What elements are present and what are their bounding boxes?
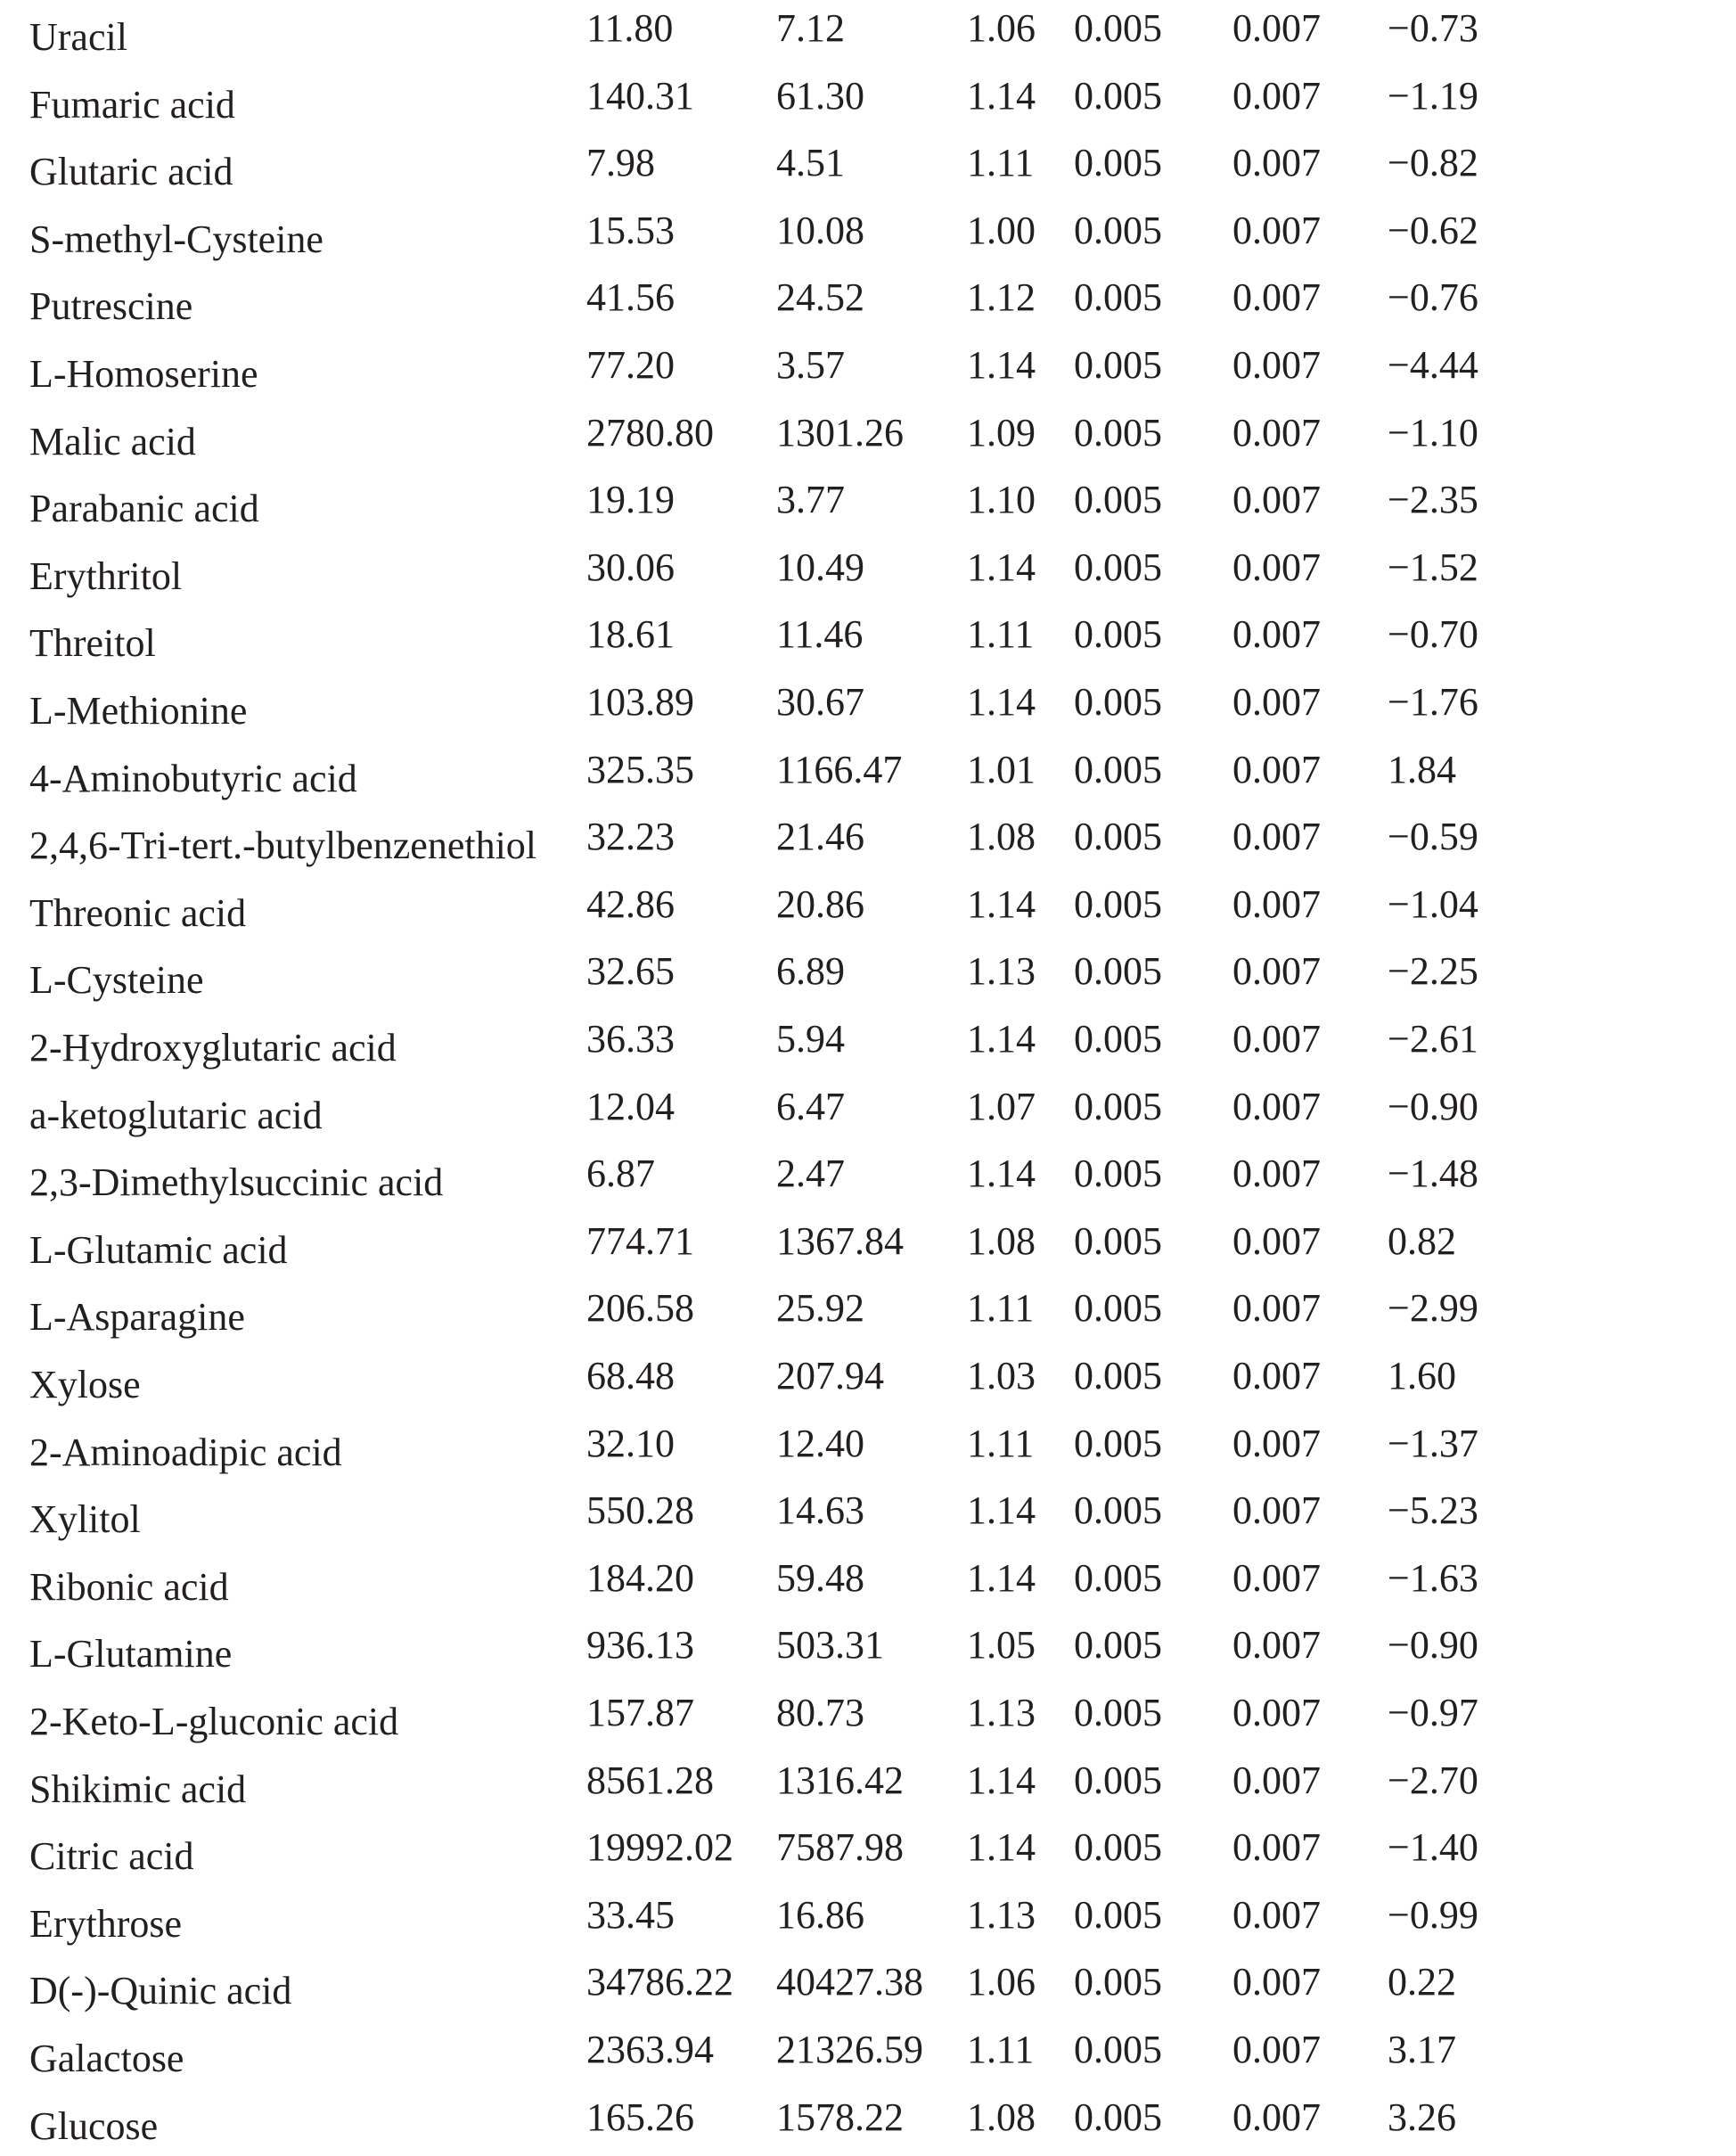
value-col-5: 0.007 — [1232, 1758, 1321, 1802]
table-row — [0, 1280, 1736, 1348]
value-col-2: 61.30 — [776, 73, 864, 118]
value-col-2: 16.86 — [776, 1892, 864, 1937]
value-col-3: 1.11 — [967, 612, 1035, 657]
value-col-6: −2.61 — [1388, 1017, 1478, 1061]
value-col-5: 0.007 — [1232, 1017, 1321, 1061]
value-col-2: 10.08 — [776, 208, 864, 252]
metabolite-name: 2,3-Dimethylsuccinic acid — [29, 1160, 444, 1205]
value-col-5: 0.007 — [1232, 1354, 1321, 1398]
value-col-3: 1.14 — [967, 680, 1036, 724]
metabolite-name: Shikimic acid — [29, 1767, 247, 1811]
value-col-6: −1.40 — [1388, 1825, 1478, 1870]
value-col-5: 0.007 — [1232, 815, 1321, 859]
value-col-5: 0.007 — [1232, 881, 1321, 926]
value-col-5: 0.007 — [1232, 478, 1321, 522]
table-row — [0, 1348, 1736, 1415]
value-col-3: 1.09 — [967, 410, 1036, 455]
table-row — [0, 471, 1736, 539]
table-row — [0, 2021, 1736, 2089]
value-col-6: −2.70 — [1388, 1758, 1478, 1802]
metabolite-name: Putrescine — [29, 284, 193, 329]
value-col-4: 0.005 — [1074, 1758, 1162, 1802]
value-col-6: 3.26 — [1388, 2095, 1456, 2139]
value-col-4: 0.005 — [1074, 1960, 1162, 2004]
value-col-2: 207.94 — [776, 1354, 884, 1398]
value-col-3: 1.03 — [967, 1354, 1036, 1398]
value-col-3: 1.12 — [967, 275, 1036, 320]
value-col-4: 0.005 — [1074, 1555, 1162, 1600]
table-row — [0, 674, 1736, 742]
metabolite-name: L-Cysteine — [29, 958, 204, 1003]
value-col-1: 550.28 — [586, 1488, 694, 1533]
value-col-4: 0.005 — [1074, 1152, 1162, 1196]
table-row — [0, 0, 1736, 68]
value-col-6: −0.76 — [1388, 275, 1478, 320]
value-col-1: 19.19 — [586, 478, 675, 522]
value-col-1: 157.87 — [586, 1691, 694, 1734]
value-col-3: 1.08 — [967, 1218, 1036, 1263]
table-row — [0, 943, 1736, 1011]
value-col-2: 3.77 — [776, 478, 845, 522]
value-col-2: 1166.47 — [776, 747, 903, 791]
value-col-2: 59.48 — [776, 1555, 864, 1600]
value-col-5: 0.007 — [1232, 2028, 1321, 2071]
value-col-1: 77.20 — [586, 343, 675, 387]
value-col-6: −1.52 — [1388, 545, 1478, 589]
value-col-2: 1578.22 — [776, 2095, 904, 2139]
value-col-5: 0.007 — [1232, 1825, 1321, 1870]
metabolite-name: Uracil — [29, 15, 127, 59]
value-col-5: 0.007 — [1232, 1152, 1321, 1196]
metabolite-name: Ribonic acid — [29, 1564, 229, 1609]
value-col-2: 3.57 — [776, 343, 845, 387]
value-col-6: −0.70 — [1388, 612, 1478, 657]
value-col-2: 24.52 — [776, 275, 864, 320]
value-col-6: −1.10 — [1388, 410, 1478, 455]
value-col-3: 1.14 — [967, 1152, 1036, 1196]
metabolite-name: 2-Hydroxyglutaric acid — [29, 1026, 397, 1070]
metabolite-name: L-Glutamine — [29, 1632, 233, 1676]
value-col-5: 0.007 — [1232, 1960, 1321, 2004]
table-row — [0, 539, 1736, 607]
value-col-5: 0.007 — [1232, 747, 1321, 791]
value-col-1: 140.31 — [586, 73, 694, 118]
value-col-4: 0.005 — [1074, 545, 1162, 589]
metabolite-name: Parabanic acid — [29, 487, 259, 531]
value-col-1: 2363.94 — [586, 2028, 714, 2071]
metabolite-name: D(-)-Quinic acid — [29, 1969, 292, 2013]
value-col-6: −0.62 — [1388, 208, 1478, 252]
value-col-5: 0.007 — [1232, 949, 1321, 994]
value-col-3: 1.11 — [967, 1286, 1035, 1331]
value-col-4: 0.005 — [1074, 410, 1162, 455]
value-col-1: 32.10 — [586, 1421, 675, 1465]
metabolite-name: Citric acid — [29, 1834, 194, 1879]
value-col-4: 0.005 — [1074, 1421, 1162, 1465]
value-col-3: 1.07 — [967, 1084, 1036, 1128]
value-col-4: 0.005 — [1074, 1691, 1162, 1734]
value-col-5: 0.007 — [1232, 73, 1321, 118]
metabolite-name: 2-Keto-L-gluconic acid — [29, 1700, 399, 1743]
value-col-3: 1.06 — [967, 6, 1036, 50]
metabolite-name: L-Methionine — [29, 689, 248, 733]
value-col-2: 14.63 — [776, 1488, 864, 1533]
value-col-1: 8561.28 — [586, 1758, 714, 1802]
value-col-1: 7.98 — [586, 141, 655, 185]
value-col-3: 1.14 — [967, 1758, 1036, 1802]
value-col-3: 1.08 — [967, 815, 1036, 859]
value-col-5: 0.007 — [1232, 6, 1321, 50]
value-col-2: 40427.38 — [776, 1960, 923, 2004]
value-col-2: 5.94 — [776, 1017, 845, 1061]
value-col-4: 0.005 — [1074, 1825, 1162, 1870]
metabolite-name: Galactose — [29, 2037, 184, 2080]
metabolite-name: L-Glutamic acid — [29, 1227, 288, 1272]
metabolite-name: 2,4,6-Tri-tert.-butylbenzenethiol — [29, 824, 537, 868]
value-col-4: 0.005 — [1074, 1017, 1162, 1061]
value-col-4: 0.005 — [1074, 2028, 1162, 2071]
table-row — [0, 1078, 1736, 1146]
value-col-5: 0.007 — [1232, 343, 1321, 387]
metabolite-name: L-Homoserine — [29, 352, 258, 396]
table-row — [0, 135, 1736, 202]
table-row — [0, 2089, 1736, 2156]
value-col-4: 0.005 — [1074, 1354, 1162, 1398]
value-col-2: 7.12 — [776, 6, 845, 50]
value-col-5: 0.007 — [1232, 1084, 1321, 1128]
value-col-4: 0.005 — [1074, 73, 1162, 118]
table-row — [0, 68, 1736, 135]
value-col-5: 0.007 — [1232, 1555, 1321, 1600]
value-col-6: −1.48 — [1388, 1152, 1478, 1196]
value-col-6: −0.82 — [1388, 141, 1478, 185]
value-col-4: 0.005 — [1074, 1084, 1162, 1128]
value-col-1: 68.48 — [586, 1354, 675, 1398]
value-col-1: 42.86 — [586, 881, 675, 926]
value-col-1: 11.80 — [586, 6, 674, 50]
metabolite-name: Threitol — [29, 621, 156, 666]
value-col-1: 774.71 — [586, 1218, 694, 1263]
value-col-2: 12.40 — [776, 1421, 864, 1465]
value-col-6: −1.76 — [1388, 680, 1478, 724]
metabolite-name: Xylitol — [29, 1497, 141, 1542]
value-col-1: 18.61 — [586, 612, 675, 657]
value-col-1: 34786.22 — [586, 1960, 733, 2004]
table-row — [0, 1011, 1736, 1078]
value-col-4: 0.005 — [1074, 747, 1162, 791]
value-col-3: 1.11 — [967, 1421, 1035, 1465]
value-col-4: 0.005 — [1074, 949, 1162, 994]
value-col-1: 165.26 — [586, 2095, 694, 2139]
value-col-2: 30.67 — [776, 680, 864, 724]
value-col-5: 0.007 — [1232, 1892, 1321, 1937]
value-col-1: 33.45 — [586, 1892, 675, 1937]
value-col-3: 1.13 — [967, 1691, 1036, 1734]
metabolite-name: L-Asparagine — [29, 1295, 245, 1340]
value-col-6: −5.23 — [1388, 1488, 1478, 1533]
table-row — [0, 1819, 1736, 1887]
table-row — [0, 202, 1736, 270]
value-col-6: −0.99 — [1388, 1892, 1478, 1937]
value-col-5: 0.007 — [1232, 1691, 1321, 1734]
table-row — [0, 1887, 1736, 1955]
value-col-1: 32.23 — [586, 815, 675, 859]
value-col-1: 936.13 — [586, 1623, 694, 1668]
value-col-2: 4.51 — [776, 141, 845, 185]
value-col-6: −0.73 — [1388, 6, 1478, 50]
value-col-4: 0.005 — [1074, 208, 1162, 252]
value-col-6: −1.63 — [1388, 1555, 1478, 1600]
value-col-3: 1.05 — [967, 1623, 1036, 1668]
value-col-5: 0.007 — [1232, 1623, 1321, 1668]
value-col-3: 1.14 — [967, 881, 1036, 926]
value-col-4: 0.005 — [1074, 1892, 1162, 1937]
value-col-4: 0.005 — [1074, 815, 1162, 859]
metabolite-name: Glucose — [29, 2103, 159, 2148]
value-col-2: 21326.59 — [776, 2028, 923, 2071]
value-col-3: 1.14 — [967, 545, 1036, 589]
value-col-6: −1.37 — [1388, 1421, 1478, 1465]
metabolite-name: Threonic acid — [29, 890, 247, 935]
value-col-3: 1.14 — [967, 1488, 1036, 1533]
value-col-2: 80.73 — [776, 1691, 864, 1734]
value-col-6: −0.90 — [1388, 1084, 1478, 1128]
metabolite-name: Erythrose — [29, 1901, 183, 1946]
metabolite-name: Malic acid — [29, 419, 196, 463]
metabolite-name: Glutaric acid — [29, 150, 233, 194]
value-col-3: 1.13 — [967, 949, 1036, 994]
value-col-5: 0.007 — [1232, 410, 1321, 455]
value-col-5: 0.007 — [1232, 275, 1321, 320]
value-col-6: −0.97 — [1388, 1691, 1478, 1734]
value-col-3: 1.14 — [967, 1017, 1036, 1061]
value-col-1: 184.20 — [586, 1555, 694, 1600]
value-col-1: 12.04 — [586, 1084, 675, 1128]
value-col-1: 32.65 — [586, 949, 675, 994]
value-col-1: 103.89 — [586, 680, 694, 724]
value-col-2: 6.89 — [776, 949, 845, 994]
value-col-2: 7587.98 — [776, 1825, 904, 1870]
table-row — [0, 269, 1736, 337]
value-col-4: 0.005 — [1074, 1623, 1162, 1668]
table-row — [0, 1550, 1736, 1618]
metabolite-name: Xylose — [29, 1363, 141, 1406]
value-col-3: 1.10 — [967, 478, 1036, 522]
table-row — [0, 876, 1736, 944]
value-col-2: 10.49 — [776, 545, 864, 589]
value-col-6: 3.17 — [1388, 2028, 1456, 2071]
value-col-3: 1.06 — [967, 1960, 1036, 2004]
value-col-5: 0.007 — [1232, 1488, 1321, 1533]
value-col-4: 0.005 — [1074, 2095, 1162, 2139]
value-col-5: 0.007 — [1232, 208, 1321, 252]
value-col-3: 1.11 — [967, 2028, 1035, 2071]
value-col-1: 206.58 — [586, 1286, 694, 1331]
table-row — [0, 337, 1736, 405]
value-col-2: 11.46 — [776, 612, 864, 657]
value-col-3: 1.01 — [967, 747, 1036, 791]
value-col-4: 0.005 — [1074, 612, 1162, 657]
value-col-3: 1.11 — [967, 141, 1035, 185]
value-col-2: 503.31 — [776, 1623, 884, 1668]
value-col-6: −1.19 — [1388, 73, 1478, 118]
value-col-2: 21.46 — [776, 815, 864, 859]
value-col-2: 1367.84 — [776, 1218, 904, 1263]
table-row — [0, 606, 1736, 674]
table-row — [0, 1145, 1736, 1213]
value-col-5: 0.007 — [1232, 141, 1321, 185]
value-col-4: 0.005 — [1074, 343, 1162, 387]
value-col-4: 0.005 — [1074, 1286, 1162, 1331]
value-col-6: −1.04 — [1388, 881, 1478, 926]
value-col-1: 325.35 — [586, 747, 694, 791]
value-col-6: 1.84 — [1388, 747, 1456, 791]
value-col-5: 0.007 — [1232, 1286, 1321, 1331]
value-col-5: 0.007 — [1232, 545, 1321, 589]
value-col-1: 19992.02 — [586, 1825, 733, 1870]
value-col-6: −2.35 — [1388, 478, 1478, 522]
value-col-4: 0.005 — [1074, 680, 1162, 724]
table-row — [0, 1415, 1736, 1483]
value-col-3: 1.14 — [967, 1825, 1036, 1870]
metabolite-name: 2-Aminoadipic acid — [29, 1430, 342, 1474]
value-col-1: 15.53 — [586, 208, 675, 252]
table-row — [0, 1617, 1736, 1685]
value-col-1: 6.87 — [586, 1152, 655, 1196]
value-col-1: 36.33 — [586, 1017, 675, 1061]
value-col-6: 0.82 — [1388, 1218, 1456, 1263]
value-col-3: 1.14 — [967, 73, 1036, 118]
value-col-6: −2.25 — [1388, 949, 1478, 994]
value-col-4: 0.005 — [1074, 1488, 1162, 1533]
value-col-4: 0.005 — [1074, 275, 1162, 320]
table-row — [0, 1752, 1736, 1820]
table-row — [0, 1685, 1736, 1752]
value-col-2: 2.47 — [776, 1152, 845, 1196]
value-col-5: 0.007 — [1232, 680, 1321, 724]
value-col-6: −0.59 — [1388, 815, 1478, 859]
value-col-2: 25.92 — [776, 1286, 864, 1331]
value-col-2: 6.47 — [776, 1084, 845, 1128]
value-col-6: 0.22 — [1388, 1960, 1456, 2004]
value-col-1: 41.56 — [586, 275, 675, 320]
value-col-2: 1316.42 — [776, 1758, 904, 1802]
metabolite-name: a-ketoglutaric acid — [29, 1093, 323, 1137]
table-row — [0, 405, 1736, 472]
value-col-3: 1.08 — [967, 2095, 1036, 2139]
table-row — [0, 1482, 1736, 1550]
value-col-5: 0.007 — [1232, 1218, 1321, 1263]
metabolite-name: S-methyl-Cysteine — [29, 217, 323, 261]
table-row — [0, 808, 1736, 876]
value-col-4: 0.005 — [1074, 6, 1162, 50]
value-col-6: −4.44 — [1388, 343, 1478, 387]
metabolite-name: Erythritol — [29, 553, 183, 598]
value-col-3: 1.14 — [967, 343, 1036, 387]
value-col-4: 0.005 — [1074, 478, 1162, 522]
value-col-3: 1.14 — [967, 1555, 1036, 1600]
value-col-3: 1.00 — [967, 208, 1036, 252]
table-row — [0, 1213, 1736, 1281]
value-col-2: 1301.26 — [776, 410, 904, 455]
value-col-5: 0.007 — [1232, 612, 1321, 657]
value-col-6: −2.99 — [1388, 1286, 1478, 1331]
value-col-6: −0.90 — [1388, 1623, 1478, 1668]
value-col-5: 0.007 — [1232, 2095, 1321, 2139]
value-col-3: 1.13 — [967, 1892, 1036, 1937]
value-col-2: 20.86 — [776, 881, 864, 926]
table-row — [0, 1954, 1736, 2021]
value-col-4: 0.005 — [1074, 881, 1162, 926]
value-col-4: 0.005 — [1074, 141, 1162, 185]
metabolite-name: 4-Aminobutyric acid — [29, 756, 357, 800]
table-row — [0, 742, 1736, 809]
value-col-1: 30.06 — [586, 545, 675, 589]
value-col-6: 1.60 — [1388, 1354, 1456, 1398]
value-col-1: 2780.80 — [586, 410, 714, 455]
metabolite-name: Fumaric acid — [29, 82, 235, 127]
value-col-4: 0.005 — [1074, 1218, 1162, 1263]
value-col-5: 0.007 — [1232, 1421, 1321, 1465]
